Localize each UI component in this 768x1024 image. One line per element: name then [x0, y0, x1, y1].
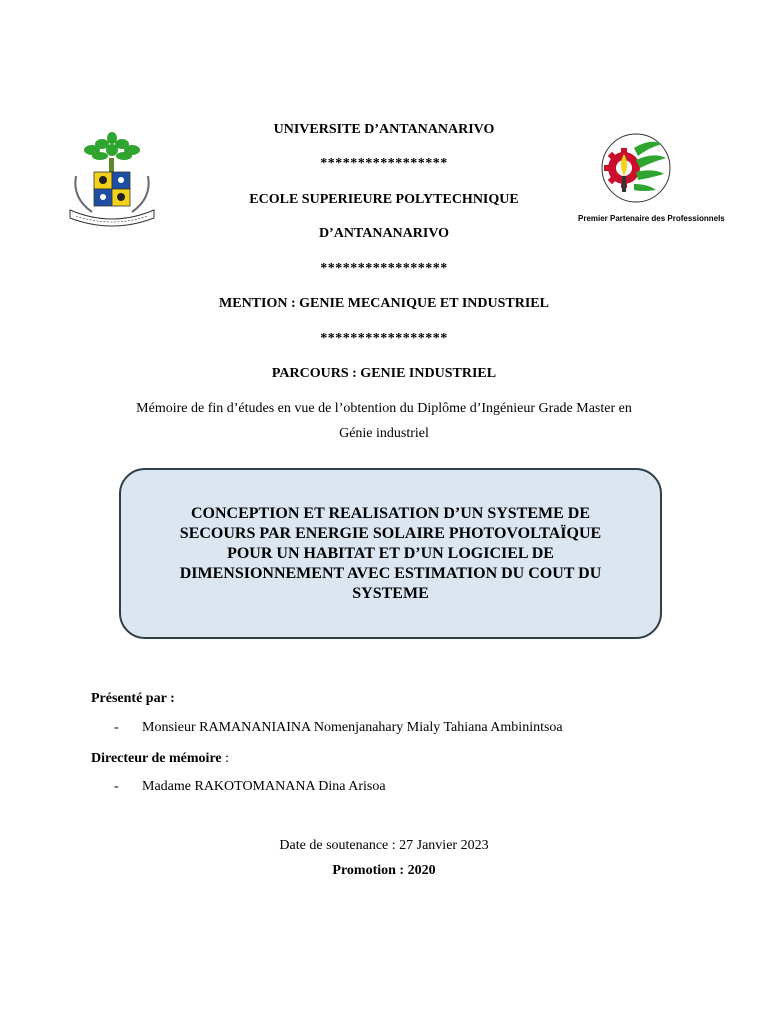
director-entry [114, 778, 386, 796]
thesis-title [160, 504, 622, 604]
thesis-title-line5: SYSTEME [352, 584, 429, 602]
memoire-description [100, 396, 668, 446]
director-name: Madame RAKOTOMANANA Dina Arisoa [142, 779, 386, 794]
student-entry [114, 719, 563, 737]
mention: MENTION : GENIE MECANIQUE ET INDUSTRIEL [219, 296, 549, 311]
promotion: Promotion : 2020 [332, 863, 436, 878]
thesis-title-line1: CONCEPTION ET REALISATION D’UN SYSTEME DE [190, 504, 591, 522]
student-name: Monsieur RAMANANIAINA Nomenjanahary Mialy Tahiana Ambinintsoa [142, 720, 563, 735]
thesis-title-line2: SECOURS PAR ENERGIE SOLAIRE PHOTOVOLTAÏQUE [179, 524, 602, 542]
defense-date: Date de soutenance : 27 Janvier 2023 [279, 838, 489, 853]
espa-logo-caption: Premier Partenaire des Professionnels [578, 214, 725, 223]
memoire-line1: Mémoire de fin d’études en vue de l’obtention du Diplôme d’Ingénieur Grade Master en [136, 401, 632, 416]
thesis-title-box [119, 468, 662, 639]
memoire-line2: Génie industriel [339, 426, 429, 441]
directeur-colon: : [221, 751, 230, 766]
presente-par-text: Présenté par [91, 691, 167, 706]
presente-par-colon: : [166, 691, 175, 706]
university-name: UNIVERSITE D’ANTANANARIVO [273, 122, 495, 137]
espa-logo [578, 124, 725, 228]
list-dash: - [114, 720, 119, 735]
school-name-line1: ECOLE SUPERIEURE POLYTECHNIQUE [249, 192, 519, 207]
university-seal-icon [62, 128, 162, 232]
presente-par-label [91, 690, 175, 708]
parcours: PARCOURS : GENIE INDUSTRIEL [271, 366, 497, 381]
directeur-label [91, 750, 229, 768]
separator: ***************** [320, 331, 448, 346]
school-name-line2: D’ANTANANARIVO [318, 226, 450, 241]
list-dash: - [114, 779, 119, 794]
separator: ***************** [320, 261, 448, 276]
thesis-title-line4: DIMENSIONNEMENT AVEC ESTIMATION DU COUT DU [179, 564, 602, 582]
thesis-title-line3: POUR UN HABITAT ET D’UN LOGICIEL DE [227, 544, 554, 562]
separator: ***************** [320, 156, 448, 171]
directeur-text: Directeur de mémoire [91, 751, 222, 766]
